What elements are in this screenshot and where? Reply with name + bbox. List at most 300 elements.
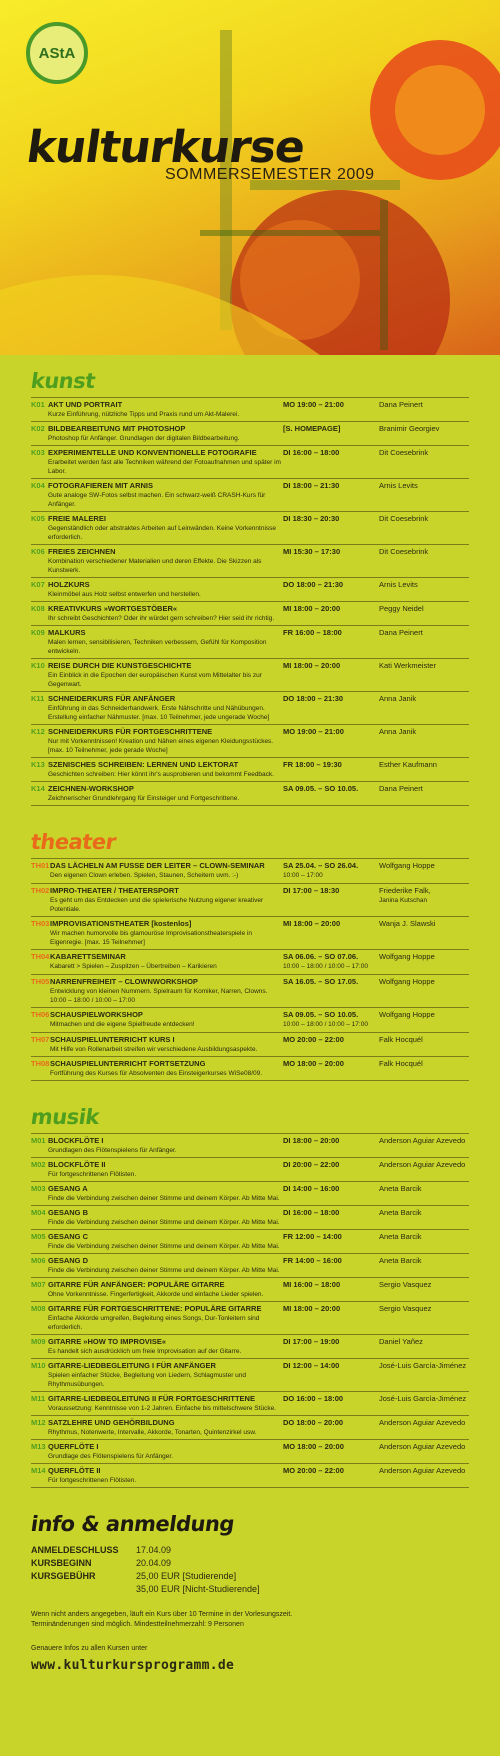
course-time-secondary — [283, 638, 379, 656]
course-teacher: Anderson Aguiar Azevedo — [379, 1442, 466, 1451]
course-content — [0, 355, 500, 1673]
course-teacher-secondary — [379, 871, 469, 881]
course-teacher-secondary — [379, 737, 469, 755]
section-title-theater: theater — [29, 830, 118, 854]
course-detail — [31, 871, 469, 881]
course-detail — [31, 1218, 469, 1227]
course-teacher-secondary — [379, 1404, 469, 1413]
course-teacher-secondary — [379, 1476, 469, 1485]
course-title: SCHAUSPIELUNTERRICHT FORTSETZUNG — [50, 1059, 206, 1068]
course-time-secondary — [283, 524, 379, 542]
course-title: GITARRE »HOW TO IMPROVISE« — [48, 1337, 167, 1346]
course-detail — [31, 896, 469, 914]
course-detail — [31, 434, 469, 443]
course-row — [31, 1056, 469, 1081]
course-header — [31, 1059, 469, 1069]
course-header — [31, 727, 469, 737]
course-title: SZENISCHES SCHREIBEN: LERNEN UND LEKTORAT — [48, 760, 239, 769]
course-time: DO 16:00 – 18:00 — [283, 1394, 344, 1403]
course-time-secondary — [283, 491, 379, 509]
course-time-secondary — [283, 1314, 379, 1332]
course-header — [31, 547, 469, 557]
course-row — [31, 1391, 469, 1415]
course-teacher: Falk Hocquél — [379, 1059, 423, 1068]
course-title: FREIES ZEICHNEN — [48, 547, 116, 556]
course-time: DI 14:00 – 16:00 — [283, 1184, 340, 1193]
course-teacher: Peggy Neidel — [379, 604, 424, 613]
course-description: Finde die Verbindung zwischen deiner Stimme und deinem Körper. Ab Mitte Mai. — [48, 1267, 280, 1274]
course-detail — [31, 638, 469, 656]
course-description: Kombination verschiedener Materialien und deren Effekte. Die Skizzen als Kunstwerk. — [48, 558, 262, 574]
course-teacher-secondary — [379, 962, 469, 972]
course-code: M01 — [31, 1136, 46, 1145]
course-time-secondary — [283, 1428, 379, 1437]
course-detail — [31, 1404, 469, 1413]
course-header — [31, 1466, 469, 1476]
course-teacher: Daniel Yañez — [379, 1337, 423, 1346]
course-header — [31, 1232, 469, 1242]
course-code: TH07 — [31, 1035, 50, 1044]
course-title: IMPRO-THEATER / THEATERSPORT — [50, 886, 179, 895]
course-description: Einführung in das Schneiderhandwerk. Erste Nähschritte und Nähübungen. Erstellung einfacher Nähmuster. [max. 10 Teilnehmer, jede ungerade Woche] — [48, 705, 270, 721]
info-value: 17.04.09 — [136, 1545, 172, 1555]
course-teacher: Kati Werkmeister — [379, 661, 436, 670]
course-teacher-secondary — [379, 1045, 469, 1054]
course-time: MI 18:00 – 20:00 — [283, 661, 341, 670]
info-row — [31, 1583, 469, 1596]
course-header — [31, 580, 469, 590]
course-title: GITARRE FÜR ANFÄNGER: POPULÄRE GITARRE — [48, 1280, 225, 1289]
course-time-secondary: 10:00 – 18:00 / 10:00 – 17:00 — [283, 963, 368, 970]
course-time: MI 15:30 – 17:30 — [283, 547, 341, 556]
course-detail — [31, 1069, 469, 1078]
course-title: HOLZKURS — [48, 580, 90, 589]
course-time: MI 18:00 – 20:00 — [283, 604, 341, 613]
course-teacher-secondary — [379, 458, 469, 476]
course-code: M07 — [31, 1280, 46, 1289]
course-row — [31, 1229, 469, 1253]
course-header — [31, 886, 469, 896]
course-time: MO 19:00 – 21:00 — [283, 400, 344, 409]
course-teacher: Aneta Barcik — [379, 1232, 422, 1241]
course-row — [31, 397, 469, 421]
course-code: M05 — [31, 1232, 46, 1241]
course-row — [31, 658, 469, 691]
course-detail — [31, 1045, 469, 1054]
course-teacher-secondary — [379, 491, 469, 509]
course-header — [31, 448, 469, 458]
course-description: Spielen einfacher Stücke, Begleitung von Liedern, Schlagmuster und Rhythmusübungen. — [48, 1372, 247, 1388]
course-header — [31, 1208, 469, 1218]
website-link[interactable]: www.kulturkursprogramm.de — [31, 1658, 235, 1673]
course-time-secondary — [283, 410, 379, 419]
course-time: MO 18:00 – 20:00 — [283, 1442, 344, 1451]
course-description: Ihr schreibt Geschichten? Oder ihr würdet gern schreiben? Hier seid ihr richtig. — [48, 615, 275, 622]
course-title: SCHNEIDERKURS FÜR FORTGESCHRITTENE — [48, 727, 213, 736]
course-description: Finde die Verbindung zwischen deiner Stimme und deinem Körper. Ab Mitte Mai. — [48, 1195, 280, 1202]
course-time-secondary — [283, 1146, 379, 1155]
course-title: GITARRE-LIEDBEGLEITUNG I FÜR ANFÄNGER — [48, 1361, 216, 1370]
course-description: Voraussetzung: Kenntnisse von 1-2 Jahren. Einfache bis mittelschwere Stücke. — [48, 1405, 276, 1412]
course-title: GESANG B — [48, 1208, 89, 1217]
course-teacher-secondary — [379, 1290, 469, 1299]
info-label: KURSBEGINN — [31, 1558, 92, 1568]
course-time: DO 18:00 – 21:30 — [283, 694, 344, 703]
course-code: M08 — [31, 1304, 46, 1313]
course-detail — [31, 1266, 469, 1275]
course-time: DI 18:00 – 21:30 — [283, 481, 340, 490]
course-teacher: Aneta Barcik — [379, 1208, 422, 1217]
course-row — [31, 916, 469, 949]
course-teacher: Sergio Vasquez — [379, 1304, 432, 1313]
course-teacher-secondary — [379, 434, 469, 443]
course-code: TH05 — [31, 977, 50, 986]
course-teacher-secondary — [379, 557, 469, 575]
course-time-secondary: 10:00 – 18:00 / 10:00 – 17:00 — [283, 1021, 368, 1028]
course-time: [S. HOMEPAGE] — [283, 424, 341, 433]
course-teacher: Dit Coesebrink — [379, 547, 429, 556]
course-teacher: Anderson Aguiar Azevedo — [379, 1160, 466, 1169]
course-teacher: Anderson Aguiar Azevedo — [379, 1466, 466, 1475]
course-code: TH01 — [31, 861, 50, 870]
course-teacher-secondary — [379, 987, 469, 1005]
course-teacher: Sergio Vasquez — [379, 1280, 432, 1289]
course-description: Rhythmus, Notenwerte, Intervalle, Akkorde, Tonarten, Quintenzirkel usw. — [48, 1429, 257, 1436]
course-title: GESANG A — [48, 1184, 88, 1193]
course-detail — [31, 1314, 469, 1332]
course-teacher-secondary — [379, 671, 469, 689]
course-code: M14 — [31, 1466, 46, 1475]
course-code: M04 — [31, 1208, 46, 1217]
course-description: Für fortgeschrittenen Flötisten. — [48, 1171, 137, 1178]
course-description: Kurze Einführung, nützliche Tipps und Praxis rund um Akt-Malerei. — [48, 411, 240, 418]
course-teacher-secondary — [379, 1428, 469, 1437]
info-label: ANMELDESCHLUSS — [31, 1545, 119, 1555]
course-time: DI 17:00 – 19:00 — [283, 1337, 340, 1346]
course-teacher: Anderson Aguiar Azevedo — [379, 1136, 466, 1145]
course-row — [31, 1439, 469, 1463]
course-time: SA 06.06. – SO 07.06. — [283, 952, 359, 961]
course-detail — [31, 1170, 469, 1179]
course-title: SCHNEIDERKURS FÜR ANFÄNGER — [48, 694, 176, 703]
course-teacher-secondary — [379, 410, 469, 419]
info-label — [31, 1583, 136, 1596]
section-title-musik: musik — [29, 1105, 101, 1129]
course-time: DI 16:00 – 18:00 — [283, 448, 340, 457]
course-time-secondary — [283, 1194, 379, 1203]
course-teacher: Anna Janik — [379, 727, 417, 736]
course-time: FR 18:00 – 19:30 — [283, 760, 342, 769]
header-banner — [0, 0, 500, 355]
course-header — [31, 861, 469, 871]
course-detail — [31, 671, 469, 689]
course-row — [31, 625, 469, 658]
course-row — [31, 1415, 469, 1439]
course-time: MO 20:00 – 22:00 — [283, 1466, 344, 1475]
course-header — [31, 1304, 469, 1314]
course-teacher: Arnis Levits — [379, 580, 418, 589]
course-time: DI 16:00 – 18:00 — [283, 1208, 340, 1217]
course-code: TH02 — [31, 886, 50, 895]
course-row — [31, 1157, 469, 1181]
course-detail — [31, 524, 469, 542]
course-header — [31, 952, 469, 962]
course-time: DI 18:00 – 20:00 — [283, 1136, 340, 1145]
course-teacher: Aneta Barcik — [379, 1184, 422, 1193]
course-header — [31, 1136, 469, 1146]
course-teacher: Dit Coesebrink — [379, 448, 429, 457]
course-title: BILDBEARBEITUNG MIT PHOTOSHOP — [48, 424, 186, 433]
course-description: Einfache Akkorde umgreifen, Begleitung eines Songs, Dur-Tonleitern sind erforderlich. — [48, 1315, 260, 1331]
asta-logo — [26, 22, 88, 84]
course-row — [31, 883, 469, 916]
course-time-secondary — [283, 434, 379, 443]
course-header — [31, 919, 469, 929]
course-time: MI 18:00 – 20:00 — [283, 1304, 341, 1313]
course-row — [31, 544, 469, 577]
course-description: Grundlagen des Flötenspielens für Anfänger. — [48, 1147, 177, 1154]
course-time: SA 25.04. – SO 26.04. — [283, 861, 359, 870]
course-code: K04 — [31, 481, 45, 490]
course-time: MO 19:00 – 21:00 — [283, 727, 344, 736]
course-teacher-secondary — [379, 1266, 469, 1275]
course-teacher: Esther Kaufmann — [379, 760, 437, 769]
course-code: M02 — [31, 1160, 46, 1169]
course-teacher: Friederike Falk, — [379, 886, 431, 895]
course-title: AKT UND PORTRAIT — [48, 400, 123, 409]
course-detail — [31, 614, 469, 623]
course-row — [31, 691, 469, 724]
course-time-secondary — [283, 896, 379, 914]
course-code: K08 — [31, 604, 45, 613]
course-teacher-secondary — [379, 1170, 469, 1179]
course-teacher-secondary — [379, 929, 469, 947]
course-time: SA 16.05. – SO 17.05. — [283, 977, 359, 986]
course-row — [31, 949, 469, 974]
course-title: GESANG C — [48, 1232, 89, 1241]
course-title: MALKURS — [48, 628, 86, 637]
course-time-secondary — [283, 1045, 379, 1054]
section-title-info: info & anmeldung — [29, 1512, 236, 1536]
course-code: K05 — [31, 514, 45, 523]
note-line: Terminänderungen sind möglich. Mindestteilnehmerzahl: 9 Personen — [31, 1621, 244, 1628]
course-title: REISE DURCH DIE KUNSTGESCHICHTE — [48, 661, 192, 670]
course-header — [31, 604, 469, 614]
course-title: BLOCKFLÖTE I — [48, 1136, 104, 1145]
course-code: TH03 — [31, 919, 50, 928]
course-time: MO 18:00 – 20:00 — [283, 1059, 344, 1068]
course-detail — [31, 704, 469, 722]
info-row — [31, 1570, 469, 1583]
course-detail — [31, 557, 469, 575]
course-row — [31, 478, 469, 511]
course-time: MI 16:00 – 18:00 — [283, 1280, 341, 1289]
course-detail — [31, 1428, 469, 1437]
course-detail — [31, 458, 469, 476]
course-teacher: Aneta Barcik — [379, 1256, 422, 1265]
course-code: K10 — [31, 661, 45, 670]
course-time: FR 14:00 – 16:00 — [283, 1256, 342, 1265]
course-row — [31, 421, 469, 445]
course-time-secondary — [283, 1170, 379, 1179]
course-time-secondary — [283, 614, 379, 623]
course-header — [31, 661, 469, 671]
course-teacher: Anderson Aguiar Azevedo — [379, 1418, 466, 1427]
course-code: K01 — [31, 400, 45, 409]
course-header — [31, 400, 469, 410]
course-row — [31, 1205, 469, 1229]
course-description: Malen lernen, sensibilisieren, Techniken verbessern, Gefühl für Komposition entwickeln. — [48, 639, 267, 655]
course-time-secondary — [283, 1347, 379, 1356]
note-line: Wenn nicht anders angegeben, läuft ein Kurs über 10 Termine in der Vorlesungszeit. — [31, 1611, 293, 1618]
course-code: K14 — [31, 784, 45, 793]
course-description: Es geht um das Entdecken und die spielerische Nutzung eigener kreativer Potentiale. — [50, 897, 264, 913]
course-header — [31, 1160, 469, 1170]
section-title-kunst: kunst — [29, 369, 97, 393]
course-time-secondary — [283, 671, 379, 689]
course-code: K13 — [31, 760, 45, 769]
course-row — [31, 1301, 469, 1334]
course-title: SATZLEHRE UND GEHÖRBILDUNG — [48, 1418, 175, 1427]
course-teacher-secondary — [379, 1069, 469, 1078]
course-title: GITARRE FÜR FORTGESCHRITTENE: POPULÄRE GITARRE — [48, 1304, 262, 1313]
course-code: M03 — [31, 1184, 46, 1193]
course-row — [31, 1032, 469, 1056]
course-detail — [31, 1242, 469, 1251]
course-time-secondary — [283, 1476, 379, 1485]
course-code: K09 — [31, 628, 45, 637]
course-detail — [31, 1371, 469, 1389]
course-time: FR 12:00 – 14:00 — [283, 1232, 342, 1241]
course-description: Erarbeitet werden fast alle Techniken während der Fotoaufnahmen und später im Labor. — [48, 459, 281, 475]
course-code: K11 — [31, 694, 45, 703]
course-time-secondary — [283, 770, 379, 779]
course-description: Den eigenen Clown erleben. Spielen, Staunen, Scheitern uvm. :-) — [50, 872, 239, 879]
course-detail — [31, 770, 469, 779]
course-row — [31, 1463, 469, 1488]
course-time-secondary — [283, 1371, 379, 1389]
course-row — [31, 511, 469, 544]
course-teacher: Wolfgang Hoppe — [379, 861, 435, 870]
course-teacher-secondary — [379, 1194, 469, 1203]
course-time-secondary — [283, 987, 379, 1005]
course-teacher-secondary — [379, 1347, 469, 1356]
course-row — [31, 781, 469, 806]
course-code: M11 — [31, 1394, 46, 1403]
course-description: Fortführung des Kurses für Absolventen des Einsteigerkurses WiSe08/09. — [50, 1070, 263, 1077]
course-teacher-secondary — [379, 704, 469, 722]
info-value: 20.04.09 — [136, 1558, 172, 1568]
course-title: IMPROVISATIONSTHEATER [kostenlos] — [50, 919, 192, 928]
course-teacher: Dana Peinert — [379, 400, 423, 409]
course-teacher-secondary — [379, 1452, 469, 1461]
course-header — [31, 977, 469, 987]
course-description: Mit Hilfe von Rollenarbeit streifen wir verschiedene Ausbildungsaspekte. — [50, 1046, 258, 1053]
course-teacher-secondary — [379, 590, 469, 599]
course-teacher: Dit Coesebrink — [379, 514, 429, 523]
course-header — [31, 424, 469, 434]
course-code: K06 — [31, 547, 45, 556]
course-detail — [31, 1020, 469, 1030]
course-teacher: José-Luis García-Jiménez — [379, 1394, 467, 1403]
course-code: M10 — [31, 1361, 46, 1370]
course-detail — [31, 794, 469, 803]
course-time-secondary — [283, 704, 379, 722]
logo-text: AStA — [38, 44, 76, 62]
course-title: GESANG D — [48, 1256, 89, 1265]
course-row — [31, 1253, 469, 1277]
course-code: M13 — [31, 1442, 46, 1451]
course-time: DI 20:00 – 22:00 — [283, 1160, 340, 1169]
course-time-secondary — [283, 929, 379, 947]
musik-course-list — [31, 1133, 469, 1488]
course-time: MO 20:00 – 22:00 — [283, 1035, 344, 1044]
course-detail — [31, 410, 469, 419]
course-teacher: Falk Hocquél — [379, 1035, 423, 1044]
course-row — [31, 601, 469, 625]
course-header — [31, 1442, 469, 1452]
course-header — [31, 481, 469, 491]
course-row — [31, 757, 469, 781]
course-header — [31, 1256, 469, 1266]
course-code: K12 — [31, 727, 45, 736]
course-detail — [31, 987, 469, 1005]
course-header — [31, 1418, 469, 1428]
info-label: KURSGEBÜHR — [31, 1571, 96, 1581]
course-time-secondary — [283, 1242, 379, 1251]
course-description: Kleinmöbel aus Holz selbst entwerfen und herstellen. — [48, 591, 201, 598]
course-time: SA 09.05. – SO 10.05. — [283, 784, 359, 793]
course-teacher-secondary — [379, 524, 469, 542]
course-description: Es handelt sich ausdrücklich um freie Improvisation auf der Gitarre. — [48, 1348, 242, 1355]
course-description: Ein Einblick in die Epochen der europäischen Kunst vom Mittelalter bis zur Gegenwart. — [48, 672, 262, 688]
course-teacher-secondary — [379, 1020, 469, 1030]
course-time-secondary — [283, 590, 379, 599]
course-row — [31, 1007, 469, 1032]
course-header — [31, 1184, 469, 1194]
course-teacher: Anna Janik — [379, 694, 417, 703]
course-detail — [31, 1452, 469, 1461]
course-time: MI 18:00 – 20:00 — [283, 919, 341, 928]
course-time: SA 09.05. – SO 10.05. — [283, 1010, 359, 1019]
course-detail — [31, 491, 469, 509]
course-description: Entwicklung von kleinen Nummern. Spielraum für Komiker, Narren, Clowns. 10:00 – 18:00 / 10:00 – 17:00 — [50, 988, 268, 1004]
course-detail — [31, 1146, 469, 1155]
course-teacher: Wanja J. Slawski — [379, 919, 436, 928]
course-detail — [31, 737, 469, 755]
kunst-course-list — [31, 397, 469, 806]
course-teacher: Arnis Levits — [379, 481, 418, 490]
course-description: Gute analoge SW-Fotos selbst machen. Ein schwarz-weiß CRASH-Kurs für Anfänger. — [48, 492, 266, 508]
course-title: FREIE MALEREI — [48, 514, 106, 523]
course-description: Zeichnerischer Grundlehrgang für Einsteiger und Fortgeschrittene. — [48, 795, 240, 802]
semester-subtitle: SOMMERSEMESTER 2009 — [165, 166, 375, 183]
course-header — [31, 514, 469, 524]
course-row — [31, 1334, 469, 1358]
course-code: K02 — [31, 424, 45, 433]
course-time-secondary — [283, 737, 379, 755]
course-detail — [31, 962, 469, 972]
info-row — [31, 1544, 469, 1557]
course-title: BLOCKFLÖTE II — [48, 1160, 106, 1169]
course-header — [31, 1337, 469, 1347]
course-time-secondary — [283, 1218, 379, 1227]
course-time-secondary — [283, 1266, 379, 1275]
course-code: TH06 — [31, 1010, 50, 1019]
course-description: Nur mit Vorkenntnissen! Kreation und Nähen eines eigenen Kleidungsstückes. [max. 10 Teilnehmer, jede gerade Woche] — [48, 738, 274, 754]
course-header — [31, 1035, 469, 1045]
course-description: Ohne Vorkenntnisse. Fingerfertigkeit, Akkorde und einfache Lieder spielen. — [48, 1291, 264, 1298]
